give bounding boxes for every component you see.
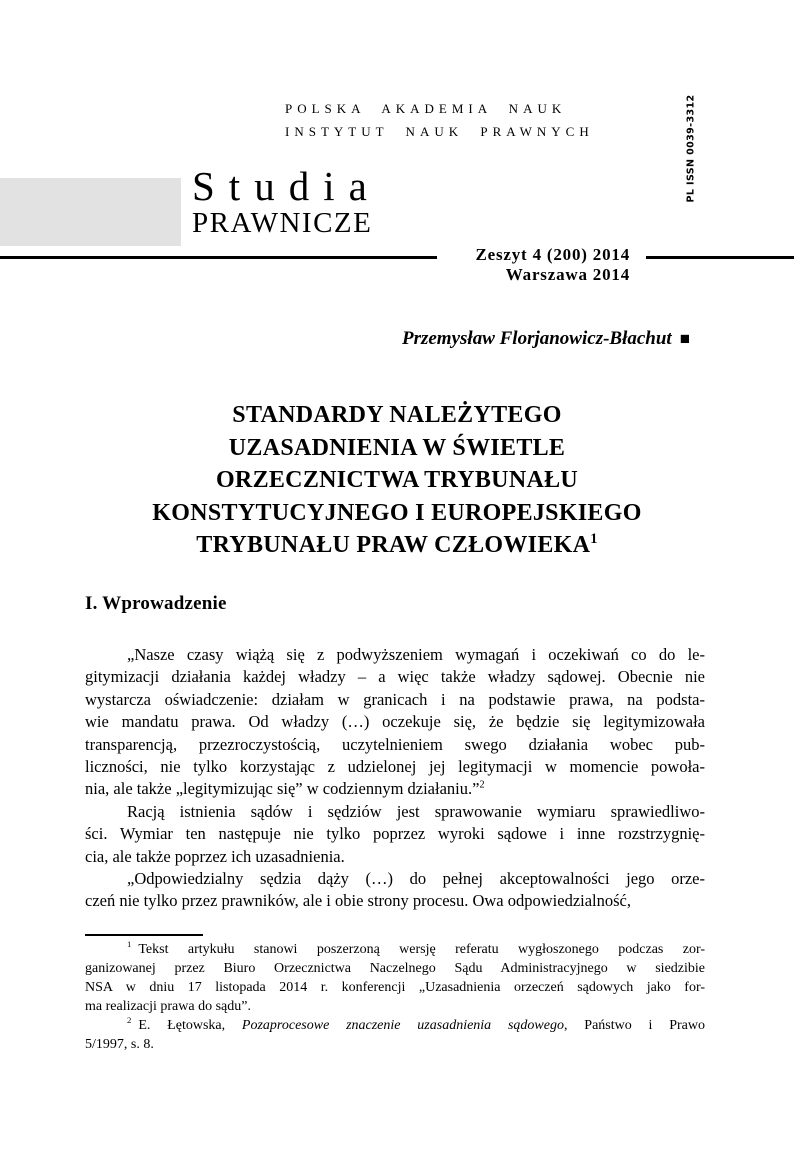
text-line: Racją istnienia sądów i sędziów jest sprawowanie wymiaru sprawiedliwo- bbox=[127, 801, 705, 821]
journal-title-prawnicze: PRAWNICZE bbox=[192, 207, 373, 239]
footnote-1-line: ganizowanej przez Biuro Orzecznictwa Naczelnego Sądu Administracyjnego w siedzibie bbox=[85, 961, 705, 976]
issue-info bbox=[380, 245, 630, 285]
footnote-1-line bbox=[85, 940, 705, 959]
publisher-line-2: INSTYTUT NAUK PRAWNYCH bbox=[285, 124, 594, 139]
author-name: Przemysław Florjanowicz-Błachut bbox=[401, 328, 672, 349]
title-line bbox=[87, 529, 707, 562]
article-title bbox=[87, 399, 707, 562]
footnote-1-line: NSA w dniu 17 listopada 2014 r. konferencji „Uzasadnienia orzeczeń sądowych jako for- bbox=[85, 980, 705, 995]
masthead-rule-right bbox=[646, 256, 794, 259]
title-line: ORZECZNICTWA TRYBUNAŁU bbox=[215, 467, 579, 493]
article-body bbox=[85, 644, 705, 913]
text-line: „Nasze czasy wiążą się z podwyższeniem wymagań i oczekiwań co do le- bbox=[127, 645, 705, 664]
square-marker-icon: ■ bbox=[679, 329, 690, 348]
footnote-ref-2: 2 bbox=[479, 779, 485, 791]
issue-number: Zeszyt 4 (200) 2014 bbox=[475, 245, 630, 264]
text-line: wie mandatu prawa. Od władzy (…) oczekuje się, że będzie się legitymizowała bbox=[85, 712, 705, 732]
text-line bbox=[85, 778, 705, 800]
text-line: liczności, nie tylko korzystając z udzielonej jej legitymacji w momencie powoła- bbox=[85, 757, 705, 777]
text-line: wystarcza oświadczenie: działam w granicach i na podstawie prawa, na podsta- bbox=[85, 689, 705, 709]
footnote-1-marker: 1 bbox=[127, 939, 132, 950]
footnotes-block bbox=[85, 940, 705, 1054]
masthead-rule-left bbox=[0, 256, 437, 259]
text-line: ści. Wymiar ten następuje nie tylko poprzez wyroki sądowe i inne rozstrzygnię- bbox=[85, 824, 705, 844]
footnote-2-line bbox=[85, 1016, 705, 1035]
title-line-text: TRYBUNAŁU PRAW CZŁOWIEKA bbox=[196, 532, 591, 558]
title-line: KONSTYTUCYJNEGO I EUROPEJSKIEGO bbox=[152, 499, 642, 526]
author-line bbox=[85, 328, 690, 350]
text-line: „Odpowiedzialny sędzia dąży (…) do pełnej akceptowalności jego orze- bbox=[127, 869, 705, 889]
text-line: gitymizacji działania każdej władzy – a więc także władzy sądowej. Obecnie nie bbox=[85, 667, 705, 687]
journal-title-block bbox=[192, 165, 381, 238]
cited-work-title: Pozaprocesowe znaczenie uzasadnienia sądowego bbox=[241, 1018, 564, 1033]
text-line: cia, ale także poprzez ich uzasadnienia. bbox=[85, 846, 345, 866]
footnote-separator bbox=[85, 934, 203, 936]
footnote-2-marker: 2 bbox=[127, 1015, 132, 1026]
journal-title-studia: Studia bbox=[192, 163, 381, 209]
footnote-2-text: , Państwo i Prawo bbox=[563, 1018, 705, 1033]
text-line-text: nia, ale także „legitymizując się” w codziennym działaniu.” bbox=[85, 779, 480, 799]
section-heading: I. Wprowadzenie bbox=[85, 593, 227, 614]
text-line: czeń nie tylko przez prawników, ale i obie strony procesu. Owa odpowiedzialność, bbox=[85, 891, 631, 911]
footnote-2-line: 5/1997, s. 8. bbox=[85, 1037, 154, 1052]
cover-gray-block bbox=[0, 178, 181, 246]
issn-vertical-label: PL ISSN 0039-3312 bbox=[685, 94, 697, 203]
publisher-line-1: POLSKA AKADEMIA NAUK bbox=[285, 101, 567, 116]
publisher-block bbox=[285, 97, 594, 143]
text-line: transparencją, przezroczystością, uczytelnieniem swego działania wobec pub- bbox=[85, 734, 705, 754]
issue-place-year: Warszawa 2014 bbox=[505, 265, 630, 284]
footnote-1-text: Tekst artykułu stanowi poszerzoną wersję referatu wygłoszonego podczas zor- bbox=[138, 942, 705, 957]
footnote-2-text: E. Łętowska, bbox=[138, 1018, 242, 1033]
title-footnote-ref: 1 bbox=[590, 531, 598, 547]
footnote-1-line: ma realizacji prawa do sądu”. bbox=[85, 999, 251, 1014]
title-line: STANDARDY NALEŻYTEGO bbox=[232, 402, 562, 428]
title-line: UZASADNIENIA W ŚWIETLE bbox=[228, 434, 566, 461]
